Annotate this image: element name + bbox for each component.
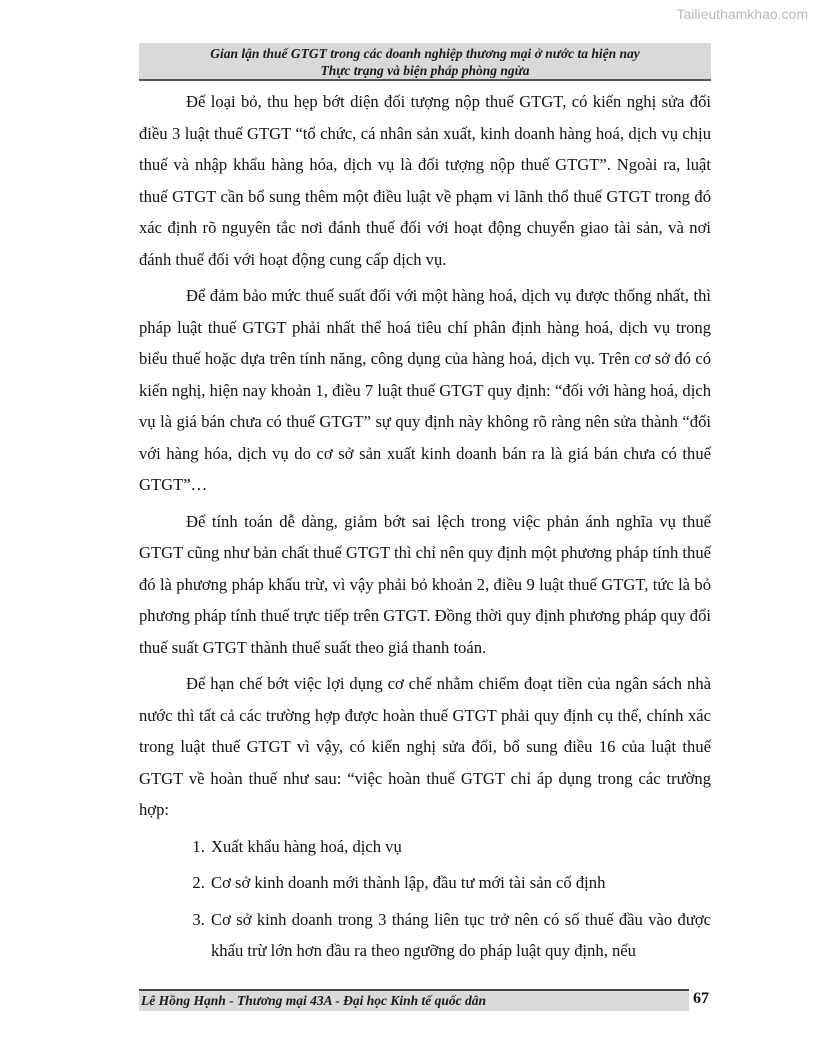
running-footer (139, 989, 689, 1011)
list-item: 1. Xuất khẩu hàng hoá, dịch vụ (209, 831, 711, 863)
footer-author: Lê Hồng Hạnh - Thương mại 43A - Đại học Kinh tế quốc dân (141, 993, 487, 1008)
list-item: 3. Cơ sở kinh doanh trong 3 tháng liên tục trở nên có số thuế đầu vào được khấu trừ lớn hơn đầu ra theo ngưỡng do pháp luật quy định, nếu (209, 904, 711, 967)
paragraph: Để đảm bảo mức thuế suất đối với một hàng hoá, dịch vụ được thống nhất, thì pháp luật thuế GTGT phải nhất thể hoá tiêu chí phân định hàng hoá, dịch vụ trong biểu thuế hoặc dựa trên tính năng, công dụng của hàng hoá, dịch vụ. Trên cơ sở đó có kiến nghị, hiện nay khoản 1, điều 7 luật thuế GTGT quy định: “đối với hàng hoá, dịch vụ là giá bán chưa có thuế GTGT” sự quy định này không rõ ràng nên sửa thành “đối với hàng hóa, dịch vụ do cơ sở sản xuất kinh doanh bán ra là giá bán chưa có thuế GTGT”… (139, 286, 711, 494)
document-body (139, 86, 711, 972)
page-number: 67 (693, 990, 709, 1007)
paragraph: Để loại bỏ, thu hẹp bớt diện đối tượng nộp thuế GTGT, có kiến nghị sửa đổi điều 3 luật thuế GTGT “tổ chức, cá nhân sản xuất, kinh doanh hàng hoá, dịch vụ chịu thuế và nhập khẩu hàng hóa, dịch vụ là đối tượng nộp thuế GTGT”. Ngoài ra, luật thuế GTGT cần bổ sung thêm một điều luật về phạm vi lãnh thổ thuế GTGT trong đó xác định rõ nguyên tắc nơi đánh thuế đối với hoạt động chuyển giao tài sản, và nơi đánh thuế đối với hoạt động cung cấp dịch vụ. (139, 92, 711, 269)
running-header (139, 43, 711, 81)
list-item: 2. Cơ sở kinh doanh mới thành lập, đầu tư mới tài sản cố định (209, 867, 711, 899)
header-title-line-1: Gian lận thuế GTGT trong các doanh nghiệp thương mại ở nước ta hiện nay (210, 46, 640, 61)
watermark: Tailieuthamkhao.com (676, 6, 808, 22)
paragraph: Để hạn chế bớt việc lợi dụng cơ chế nhằm chiếm đoạt tiền của ngân sách nhà nước thì tất cả các trường hợp được hoàn thuế GTGT phải quy định cụ thể, chính xác trong luật thuế GTGT vì vậy, có kiến nghị sửa đổi, bổ sung điều 16 của luật thuế GTGT về hoàn thuế như sau: “việc hoàn thuế GTGT chỉ áp dụng trong các trường hợp: (139, 674, 711, 819)
numbered-list (139, 831, 711, 967)
paragraph: Để tính toán dễ dàng, giảm bớt sai lệch trong việc phản ánh nghĩa vụ thuế GTGT cũng như bản chất thuế GTGT thì chỉ nên quy định một phương pháp tính thuế đó là phương pháp khấu trừ, vì vậy phải bỏ khoản 2, điều 9 luật thuế GTGT, tức là bỏ phương pháp tính thuế trực tiếp trên GTGT. Đồng thời quy định phương pháp quy đổi thuế suất GTGT thành thuế suất theo giá thanh toán. (139, 511, 711, 657)
header-title-line-2: Thực trạng và biện pháp phòng ngừa (320, 63, 530, 78)
